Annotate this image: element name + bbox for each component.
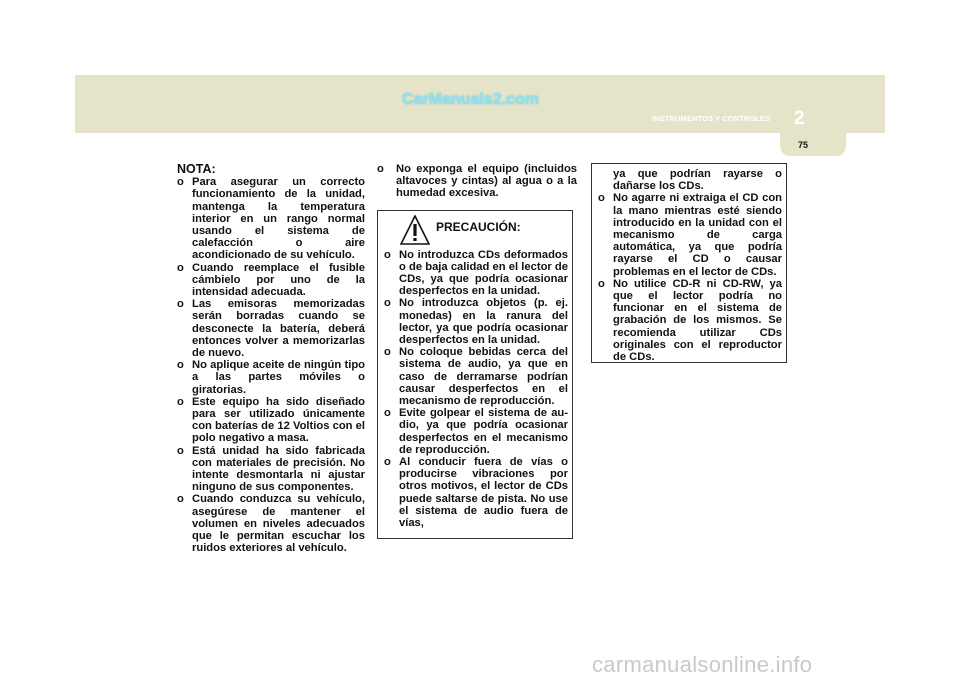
caution-item <box>384 297 568 346</box>
warning-triangle-icon <box>400 215 430 245</box>
caution-header <box>384 219 568 249</box>
bullet: o <box>598 192 605 205</box>
bullet: o <box>177 359 184 372</box>
note-title: NOTA: <box>177 162 216 176</box>
caution-item-text: No agarre ni extraiga el CD con la mano mientras esté siendo introducido en la unidad con el mecanismo de carga automática, ya que podría rayarse el CD o causar problemas en el lector de CDs. <box>613 192 782 278</box>
bullet: o <box>177 444 184 457</box>
caution-item-text: No coloque bebidas cerca del sistema de audio, ya que en caso de derramarse podrían causar desperfectos en el mecanismo de reproducción. <box>399 346 568 408</box>
note-item-text: Cuando conduzca su vehículo, asegúrese de mantener el volumen en niveles adecuados que le permitan escuchar los ruidos exteriores al vehículo. <box>192 493 365 555</box>
note-item-text: Está unidad ha sido fabricada con materiales de precisión. No intente desmontarla ni ajustar ninguno de sus componentes. <box>192 444 365 494</box>
note-item <box>177 176 365 261</box>
note-item-text: No aplique aceite de ningún tipo a las partes móviles o giratorias. <box>192 359 365 396</box>
note-item-text: Este equipo ha sido diseñado para ser utilizado únicamente con baterías de 12 Voltios con el polo negativo a masa. <box>192 395 365 445</box>
caution-item-text: Evite golpear el sistema de au- dio, ya que podría ocasionar desperfectos en el mecanismo de reproducción. <box>399 407 568 456</box>
bullet: o <box>177 395 184 408</box>
bullet: o <box>384 456 391 469</box>
right-column <box>591 163 787 363</box>
caution-box <box>377 210 573 539</box>
caution-item <box>384 249 568 298</box>
caution-item-text: No introduzca objetos (p. ej. monedas) en la ranura del lector, ya que podría ocasionar desperfectos en la unidad. <box>399 297 568 347</box>
note-item <box>177 445 365 494</box>
caution-item <box>384 407 568 456</box>
continuation-text: ya que podrían rayarse o dañarse los CDs. <box>613 168 782 193</box>
note-item-text: Para asegurar un correcto funcionamiento de la unidad, mantenga la temperatura interior en un rango normal usando el sistema de calefacción o aire acondicionado de su vehículo. <box>192 176 365 262</box>
footer-watermark: carmanualsonline.info <box>592 652 813 677</box>
caution-continuation-box <box>591 163 787 363</box>
section-label: INSTRUMENTOS Y CONTROLES <box>652 114 771 123</box>
bullet: o <box>598 277 605 290</box>
bullet: o <box>177 261 184 274</box>
section-number: 2 <box>794 108 805 129</box>
bullet: o <box>177 298 184 311</box>
note-item <box>177 493 365 554</box>
bullet: o <box>377 163 384 175</box>
middle-column <box>377 163 577 539</box>
intro-item <box>377 163 577 200</box>
note-item <box>177 262 365 299</box>
caution-item <box>384 346 568 407</box>
caution-item-text: No introduzca CDs deformados o de baja calidad en el lector de CDs, ya que podría ocasionar desperfectos en la unidad. <box>399 248 568 298</box>
bullet: o <box>384 407 391 420</box>
caution-item <box>598 192 782 277</box>
page-number: 75 <box>798 140 809 150</box>
note-item <box>177 396 365 445</box>
bullet: o <box>177 176 184 189</box>
note-item-text: Las emisoras memorizadas serán borradas cuando se desconecte la batería, deberá entonces volver a memorizarlas de nuevo. <box>192 298 365 360</box>
note-item-text: Cuando reemplace el fusible cámbielo por uno de la intensidad adecuada. <box>192 261 365 299</box>
intro-item-text: No exponga el equipo (incluidos altavoces y cintas) al agua o a la humedad excesiva. <box>396 163 577 200</box>
caution-item-text: Al conducir fuera de vías o producirse vibraciones por otros motivos, el lector de CDs puede saltarse de pista. No use el sistema de audio fuera de vías, <box>399 456 568 530</box>
bullet: o <box>384 346 391 359</box>
note-item <box>177 298 365 359</box>
left-column <box>177 163 365 555</box>
caution-item <box>598 278 782 363</box>
bullet: o <box>384 297 391 310</box>
page-tab <box>780 133 846 156</box>
caution-title: PRECAUCIÓN: <box>436 219 521 234</box>
bullet: o <box>177 493 184 506</box>
caution-item <box>384 456 568 529</box>
caution-item-text: No utilice CD-R ni CD-RW, ya que el lector podría no funcionar en el sistema de grabación de los mismos. Se recomienda utilizar CDs originales con el reproductor de CDs. <box>613 277 782 364</box>
brand-logo-text[interactable]: CarManuals2.com <box>402 91 539 108</box>
note-item <box>177 359 365 396</box>
bullet: o <box>384 248 391 261</box>
